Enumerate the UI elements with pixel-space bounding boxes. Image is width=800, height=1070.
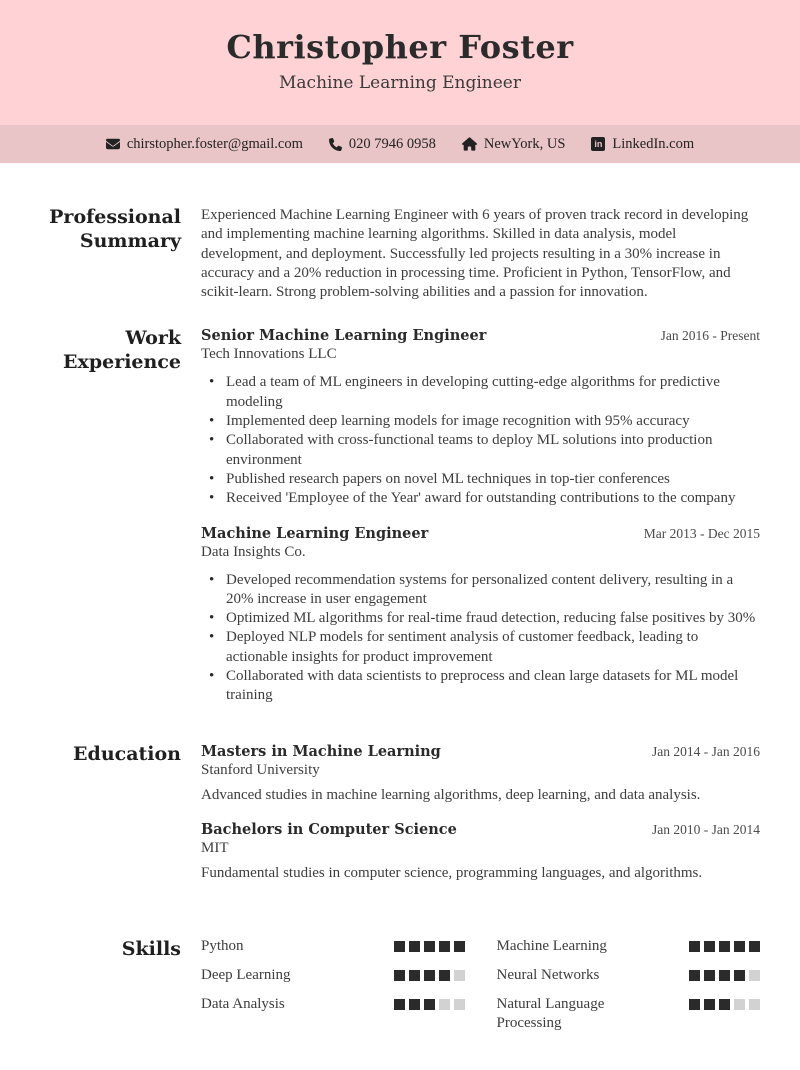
job-entry — [201, 524, 760, 706]
school-name: MIT — [201, 839, 229, 856]
skill-name: Natural Language Processing — [496, 995, 605, 1031]
skill-row — [497, 966, 761, 986]
job-company: Data Insights Co. — [201, 543, 306, 560]
skill-level-indicator — [394, 937, 465, 952]
job-header — [201, 326, 760, 345]
skill-row — [201, 966, 465, 986]
home-icon — [462, 137, 477, 151]
contact-linkedin[interactable] — [591, 136, 694, 153]
education-entry — [201, 742, 760, 805]
skill-level-indicator — [394, 966, 465, 981]
skill-level-indicator — [689, 966, 760, 981]
job-bullet: • Optimized ML algorithms for real-time fraud detection, reducing false positives by 30% — [201, 609, 760, 628]
contact-email-text: chirstopher.foster@gmail.com — [126, 135, 303, 152]
skill-level-indicator — [394, 995, 465, 1010]
resume-header — [0, 0, 800, 125]
education-description: Advanced studies in machine learning algorithms, deep learning, and data analysis. — [201, 786, 701, 803]
contact-linkedin-text: LinkedIn.com — [612, 135, 695, 152]
summary-content — [181, 205, 760, 302]
skill-row — [497, 995, 761, 1034]
job-bullet: • Lead a team of ML engineers in developing cutting-edge algorithms for predictive modeling — [201, 373, 760, 412]
section-professional-summary — [40, 205, 760, 302]
skill-level-indicator — [689, 995, 760, 1010]
education-dates: Jan 2010 - Jan 2014 — [652, 821, 760, 837]
job-bullet: • Developed recommendation systems for personalized content delivery, resulting in a 20% increase in user engagement — [201, 571, 760, 610]
contact-bar — [0, 125, 800, 163]
section-education — [40, 742, 760, 883]
education-entry — [201, 820, 760, 883]
skill-row — [497, 937, 761, 957]
job-bullets — [201, 571, 760, 706]
skill-row — [201, 995, 465, 1034]
education-heading: Education — [73, 742, 181, 765]
job-header — [201, 524, 760, 543]
work-content — [181, 326, 760, 705]
job-bullet: • Received 'Employee of the Year' award for outstanding contributions to the company — [201, 489, 760, 508]
contact-location — [462, 136, 566, 153]
skills-content — [181, 937, 760, 1034]
skill-level-indicator — [689, 937, 760, 952]
skill-row — [201, 937, 465, 957]
skill-name: Python — [201, 937, 244, 954]
phone-icon — [329, 138, 342, 151]
job-title: Machine Learning Engineer — [201, 524, 429, 542]
section-work-experience — [40, 326, 760, 705]
degree-title: Bachelors in Computer Science — [201, 820, 457, 838]
contact-email[interactable] — [106, 136, 303, 153]
job-bullet: • Published research papers on novel ML techniques in top-tier conferences — [201, 470, 760, 489]
linkedin-icon: in — [591, 137, 605, 151]
job-bullet: • Implemented deep learning models for image recognition with 95% accuracy — [201, 412, 760, 431]
skills-heading: Skills — [121, 937, 181, 960]
work-heading: Work Experience — [63, 327, 181, 374]
contact-location-text: NewYork, US — [483, 135, 566, 152]
skill-name: Neural Networks — [496, 966, 600, 983]
person-job-title: Machine Learning Engineer — [279, 73, 521, 93]
job-dates: Mar 2013 - Dec 2015 — [643, 525, 760, 541]
envelope-icon — [106, 137, 120, 151]
education-content — [181, 742, 760, 883]
section-skills — [40, 937, 760, 1034]
job-company: Tech Innovations LLC — [201, 346, 337, 363]
skill-name: Machine Learning — [496, 937, 607, 954]
person-name: Christopher Foster — [226, 28, 574, 66]
degree-title: Masters in Machine Learning — [201, 742, 441, 760]
education-header — [201, 820, 760, 839]
summary-heading: Professional Summary — [49, 206, 181, 252]
summary-text: Experienced Machine Learning Engineer with 6 years of proven track record in developing and implementing machine learning algorithms. Skilled in data analysis, model development, and deployment. Successfully led projects resulting in a 30% increase in accuracy and a 20% reduction in processing time. Proficient in Python, TensorFlow, and scikit-learn. Strong problem-solving abilities and a passion for innovation. — [201, 207, 749, 301]
job-bullet: • Deployed NLP models for sentiment analysis of customer feedback, leading to actionable insights for product improvement — [201, 628, 760, 667]
skill-name: Deep Learning — [201, 966, 291, 983]
contact-phone-text: 020 7946 0958 — [348, 135, 436, 152]
job-bullet: • Collaborated with cross-functional teams to deploy ML solutions into production environment — [201, 431, 760, 470]
job-bullet: • Collaborated with data scientists to preprocess and clean large datasets for ML model training — [201, 667, 760, 706]
education-description: Fundamental studies in computer science, programming languages, and algorithms. — [201, 864, 703, 881]
skill-name: Data Analysis — [201, 995, 285, 1012]
education-header — [201, 742, 760, 761]
job-title: Senior Machine Learning Engineer — [201, 327, 487, 345]
contact-phone[interactable] — [329, 136, 436, 153]
resume-body — [0, 163, 800, 1053]
job-entry — [201, 326, 760, 508]
school-name: Stanford University — [201, 761, 320, 778]
job-dates: Jan 2016 - Present — [660, 328, 760, 344]
job-bullets — [201, 373, 760, 508]
education-dates: Jan 2014 - Jan 2016 — [652, 743, 760, 759]
skills-grid — [201, 937, 760, 1034]
